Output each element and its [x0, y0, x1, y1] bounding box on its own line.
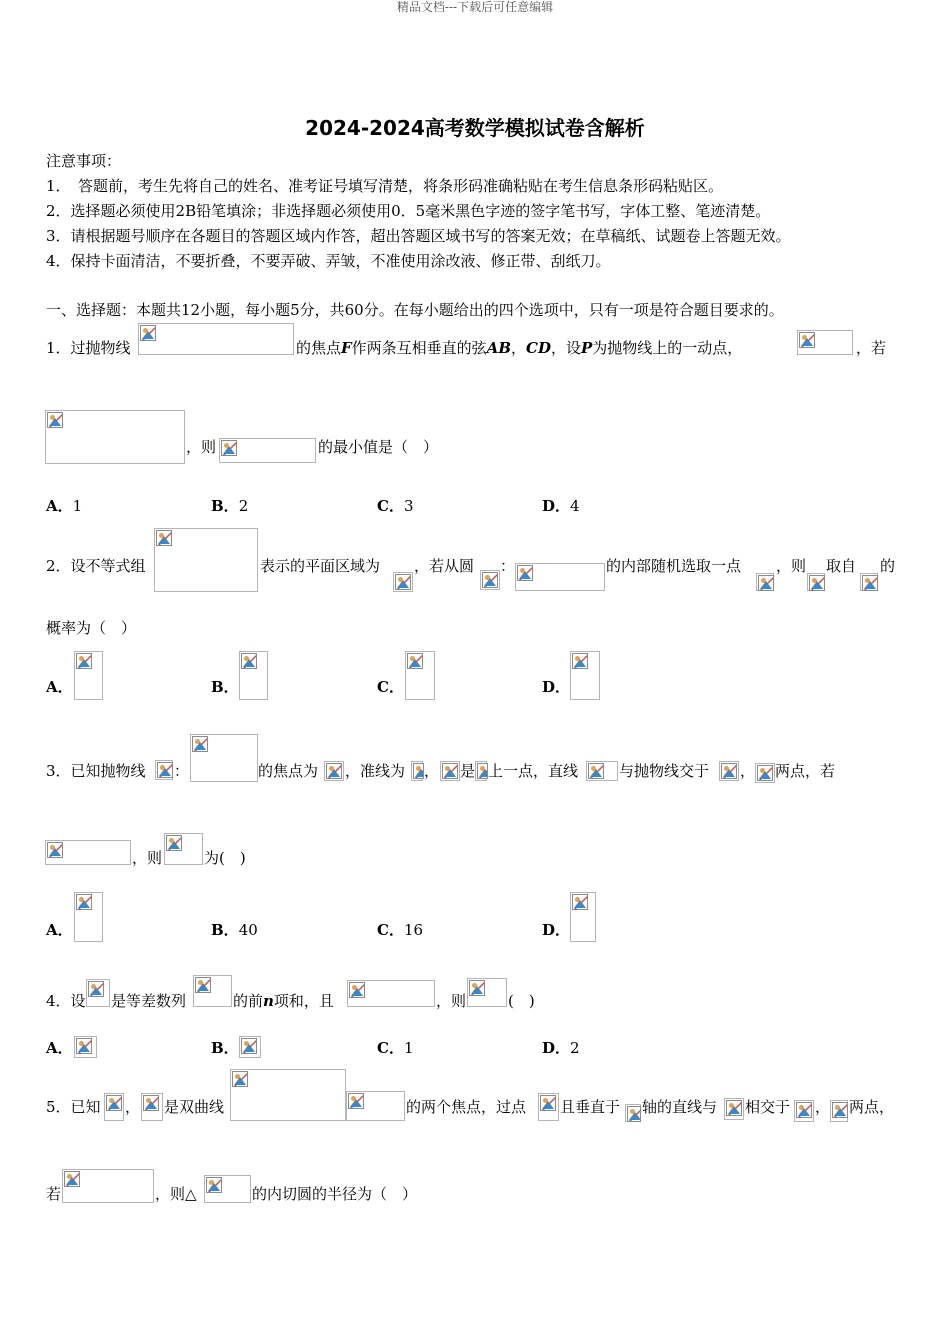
q4-option-d[interactable]: D．2: [542, 1039, 580, 1057]
q4-option-c[interactable]: C．1: [377, 1039, 414, 1057]
q3-text: 的焦点为: [258, 762, 319, 780]
q5-text: ，: [125, 1098, 141, 1116]
broken-image-icon: [797, 330, 853, 355]
q1-option-b[interactable]: B．2: [211, 497, 249, 515]
q3-option-c[interactable]: C．16: [377, 921, 424, 939]
q3-text: 为( ): [204, 849, 246, 867]
broken-image-slash: [478, 764, 488, 779]
broken-image-icon: [219, 438, 316, 463]
q5-text: 相交于: [745, 1098, 791, 1116]
q4-text: ，则: [436, 992, 467, 1010]
q5-text: 两点，: [849, 1098, 895, 1116]
page-title: 2024-2024高考数学模拟试卷含解析: [305, 116, 645, 140]
broken-image-slash: [141, 326, 156, 341]
broken-image-icon: [204, 1175, 251, 1203]
broken-image-slash: [222, 441, 237, 456]
q2-text: ：: [500, 557, 516, 575]
q1-text: 1．过抛物线: [46, 339, 131, 357]
broken-image-icon: [346, 1091, 405, 1121]
q3-text: ，: [740, 762, 756, 780]
q4-text: ( ): [508, 992, 535, 1010]
q2-text: ，若从圆: [414, 557, 475, 575]
broken-image-slash: [797, 1103, 812, 1118]
broken-image-slash: [144, 1096, 159, 1111]
q2-option-a[interactable]: A．: [46, 678, 73, 696]
broken-image-slash: [800, 333, 815, 348]
q5-text: ，则△: [155, 1185, 197, 1203]
q3-option-a[interactable]: A．: [46, 921, 73, 939]
broken-image-slash: [193, 737, 208, 752]
q1-option-a[interactable]: A．1: [46, 497, 83, 515]
broken-image-slash: [242, 1039, 257, 1054]
broken-image-icon: [74, 892, 103, 942]
q2-text: 取自: [826, 557, 857, 575]
q5-text: 的两个焦点，过点: [406, 1098, 527, 1116]
broken-image-slash: [758, 766, 773, 781]
q2-text: 的: [880, 557, 896, 575]
broken-image-icon: [164, 833, 203, 865]
broken-image-slash: [48, 413, 63, 428]
broken-image-icon: [74, 1036, 97, 1058]
broken-image-slash: [483, 573, 498, 588]
broken-image-slash: [107, 1096, 122, 1111]
broken-image-slash: [573, 895, 588, 910]
broken-image-icon: [538, 1093, 559, 1121]
broken-image-slash: [443, 764, 458, 779]
broken-image-icon: [74, 651, 103, 700]
section-heading: 一、选择题：本题共12小题，每小题5分，共60分。在每小题给出的四个选项中，只有一项是符合题目要求的。: [46, 301, 784, 319]
q3-text: 两点，若: [775, 762, 836, 780]
broken-image-icon: [324, 761, 344, 781]
broken-image-icon: [154, 528, 258, 592]
broken-image-icon: [719, 761, 739, 781]
broken-image-slash: [470, 981, 485, 996]
broken-image-slash: [573, 654, 588, 669]
broken-image-icon: [586, 761, 618, 781]
q3-text: ，则: [132, 849, 163, 867]
broken-image-slash: [327, 764, 342, 779]
broken-image-slash: [196, 978, 211, 993]
broken-image-icon: [794, 1100, 814, 1122]
broken-image-icon: [756, 573, 774, 591]
broken-image-icon: [239, 651, 268, 700]
broken-image-slash: [77, 654, 92, 669]
broken-image-icon: [830, 1100, 848, 1122]
q5-text: ，: [815, 1098, 831, 1116]
q2-option-d[interactable]: D．: [542, 678, 571, 696]
broken-image-slash: [89, 982, 104, 997]
broken-image-icon: [193, 975, 232, 1007]
broken-image-icon: [230, 1069, 346, 1121]
broken-image-slash: [233, 1072, 248, 1087]
q3-option-d[interactable]: D．: [542, 921, 571, 939]
broken-image-icon: [475, 761, 487, 781]
q4-option-b[interactable]: B．: [211, 1039, 239, 1057]
broken-image-icon: [515, 563, 605, 591]
broken-image-icon: [138, 323, 294, 355]
q5-text: 是双曲线: [164, 1098, 225, 1116]
broken-image-icon: [860, 573, 878, 591]
q1-option-d[interactable]: D．4: [542, 497, 580, 515]
broken-image-slash: [242, 654, 257, 669]
q3-option-b[interactable]: B．40: [211, 921, 258, 939]
broken-image-icon: [62, 1169, 154, 1203]
broken-image-slash: [167, 836, 182, 851]
q5-text: 5．已知: [46, 1098, 101, 1116]
q4-text: 4．设: [46, 992, 86, 1010]
notice-item: 4．保持卡面清洁，不要折叠，不要弄破、弄皱，不准使用涂改液、修正带、刮纸刀。: [46, 252, 611, 270]
q4-option-a[interactable]: A．: [46, 1039, 73, 1057]
broken-image-slash: [833, 1103, 848, 1118]
notice-item: 2．选择题必须使用2B铅笔填涂；非选择题必须使用0．5毫米黑色字迹的签字笔书写，字体工整、笔迹清楚。: [46, 202, 771, 220]
broken-image-icon: [45, 410, 185, 464]
q2-text: 2．设不等式组: [46, 557, 146, 575]
broken-image-icon: [807, 573, 825, 591]
broken-image-slash: [518, 566, 533, 581]
q3-text: 3．已知抛物线: [46, 762, 146, 780]
broken-image-slash: [48, 843, 63, 858]
q4-text: 是等差数列: [111, 992, 187, 1010]
broken-image-slash: [541, 1096, 556, 1111]
notice-item: 3．请根据题号顺序在各题目的答题区域内作答，超出答题区域书写的答案无效；在草稿纸、试题卷上答题无效。: [46, 227, 791, 245]
q3-text: ，: [424, 762, 440, 780]
q5-text: 若: [46, 1185, 62, 1203]
q3-text: ，准线为: [345, 762, 406, 780]
broken-image-icon: [190, 734, 258, 782]
q2-text: ，则: [776, 557, 807, 575]
broken-image-icon: [86, 979, 110, 1007]
broken-image-icon: [570, 892, 596, 942]
q1-text: 的焦点F作两条互相垂直的弦AB，CD，设P为抛物线上的一动点，: [296, 339, 743, 357]
q2-text: 概率为（ ）: [46, 619, 137, 637]
q1-text: 的最小值是（ ）: [318, 438, 439, 456]
broken-image-icon: [405, 651, 435, 700]
q5-text: 的内切圆的半径为（ ）: [252, 1185, 418, 1203]
broken-image-slash: [722, 764, 737, 779]
q5-text: 且垂直于: [560, 1098, 621, 1116]
broken-image-slash: [863, 576, 878, 591]
q1-text: ，则: [186, 438, 217, 456]
broken-image-icon: [155, 760, 173, 780]
broken-image-slash: [810, 576, 825, 591]
q2-option-c[interactable]: C．: [377, 678, 404, 696]
broken-image-icon: [480, 570, 500, 590]
header-note: 精品文档---下载后可任意编辑: [396, 0, 554, 14]
q2-text: 的内部随机选取一点: [606, 557, 742, 575]
broken-image-icon: [570, 651, 600, 700]
broken-image-slash: [77, 895, 92, 910]
broken-image-slash: [77, 1039, 92, 1054]
q3-text: 上一点，直线: [488, 762, 579, 780]
broken-image-slash: [759, 576, 774, 591]
broken-image-icon: [625, 1104, 641, 1122]
broken-image-icon: [104, 1093, 124, 1121]
broken-image-slash: [207, 1178, 222, 1193]
broken-image-icon: [393, 572, 413, 592]
broken-image-slash: [396, 575, 411, 590]
broken-image-icon: [724, 1098, 744, 1120]
q5-text: 轴的直线与: [642, 1098, 718, 1116]
broken-image-slash: [157, 531, 172, 546]
broken-image-icon: [411, 761, 423, 781]
broken-image-icon: [45, 840, 131, 865]
broken-image-icon: [141, 1093, 163, 1121]
broken-image-slash: [628, 1107, 641, 1122]
notice-item: 1． 答题前，考生先将自己的姓名、准考证号填写清楚，将条形码准确粘贴在考生信息条形码粘贴区。: [46, 177, 724, 195]
broken-image-slash: [350, 983, 365, 998]
q4-text: 的前n项和，且: [233, 992, 334, 1010]
q1-option-c[interactable]: C．3: [377, 497, 414, 515]
broken-image-icon: [440, 761, 460, 781]
broken-image-slash: [158, 763, 173, 778]
broken-image-slash: [589, 764, 604, 779]
notice-heading: 注意事项：: [46, 152, 122, 170]
broken-image-icon: [467, 978, 507, 1007]
q3-text: 与抛物线交于: [619, 762, 710, 780]
q2-option-b[interactable]: B．: [211, 678, 239, 696]
broken-image-icon: [239, 1036, 261, 1058]
broken-image-slash: [727, 1101, 742, 1116]
q1-text: ，若: [856, 339, 887, 357]
broken-image-slash: [65, 1172, 80, 1187]
broken-image-icon: [755, 763, 775, 783]
broken-image-icon: [347, 980, 435, 1007]
q3-text: 是: [460, 762, 476, 780]
broken-image-slash: [414, 764, 424, 779]
q2-text: 表示的平面区域为: [260, 557, 381, 575]
q3-text: ：: [174, 762, 190, 780]
broken-image-slash: [349, 1094, 364, 1109]
broken-image-slash: [408, 654, 423, 669]
